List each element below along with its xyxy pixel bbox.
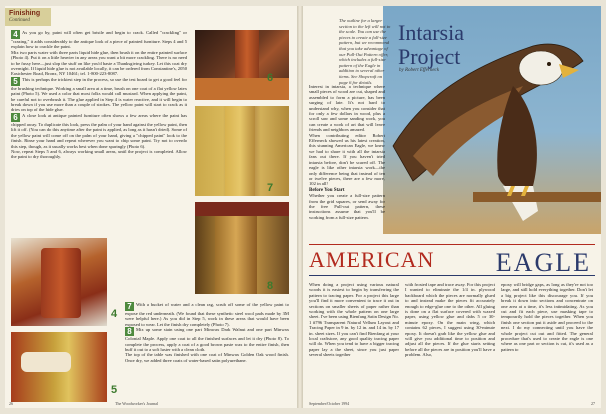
photo-step-5 [11,332,107,402]
photo-label: 7 [267,182,274,194]
page-number-right: 27 [591,401,595,406]
byline: by Robert Efferneck [399,68,439,73]
bottom-column-3: epoxy will bridge gaps, as long as they're not too large, and still hold everything together. Don't let a big project like this discourage you. If you break it down into sections and concentrate on one area at a time, it's less intimidating. As you cut and fit each piece, use masking tape to temporarily hold the pieces together. When you finish one section put it aside and proceed to the next. I do my connecting until you have the whole project cut out and fitted. The general procedure that's used to create the eagle is one where as one part or section is cut, it's used as a pattern to [501,282,593,352]
photo-step-6 [195,30,289,100]
right-text-column-top [309,84,385,220]
paragraph-repeat: Now, repeat Steps 5 and 6, always working small areas, until the project is completed. Allow the paint to dry thoroughly. [11,148,187,160]
title-intarsia: Intarsia [398,20,464,45]
photo-label: 4 [111,308,118,320]
step6-text: A close look at antique painted furniture often shows a few areas where the paint has chipped away. To duplicate this look, press the palm of your hand against the yellow paint, then lift it off. (You can do this anytime after the paint is applied, as long as it hasn't dried). Some of the yellow paint will come off on the palm of your hand, giving a "chipped paint" look to the finish. Rinse your hand and repeat wherever you want to chip some paint. Try not to overdo this step, though, as it usually works best when done sparingly (Photo 6). [11,112,187,149]
magazine-name: The Woodworker's Journal [115,401,158,406]
body-paragraph-1: Interest in intarsia, a technique where small pieces of wood are cut, shaped and assembled to form a picture, has been surging of late. It's not hard to understand why, when you consider that for only a few dollars in wood, plus a scroll saw and some sanding work, you can create a work of art that will leave friends and neighbors amazed. [309,84,385,133]
final-paragraph: The top of the table was finished with one coat of Minwax Golden Oak wood finish. Once dry, we added three coats of water-based satin polyurethane. [125,352,289,363]
left-page [5,6,297,408]
section-tab [5,8,51,26]
headline-american: AMERICAN [309,247,435,272]
before-heading: Before You Start [309,187,345,193]
issue-date: September/October 1994 [309,401,350,406]
section-label: Finishing [9,10,41,17]
page-number-left: 26 [9,401,13,406]
body-paragraph-2: When contributing editor Robert Efferneck showed us his latest creation, this stunning American Eagle, we knew we had to share it with all the intarsia fans out there. If you haven't tried intarsia before, don't be scared off. The eagle is like other intarsia work—the only difference being that instead of ten or twelve pieces, there are a few more, 102 in all! [309,132,385,187]
intro-sidebar: The outline for a larger section to the left will not to the scale. You can use the pieces to create a full-size pattern, but we recommend that you take advantage of our Pull-Out Pattern offer, which includes a full-size pattern of the Eagle in addition to several other items. See Shopcraft on page 6 for details. [339,18,391,85]
subsection-label: Continued [9,18,30,23]
bottom-column-1: When doing a project using various natural woods it is easiest to begin by transferring the pattern to tracing paper. For a project this large you'll find it more convenient to trace it out in sections on smaller sheets of paper rather than working with the whole pattern on one large sheet. I've been using Bienfang Satin Design No. 1 #796 Transparent Natural Vellum Layout and Tracing Paper in 9 in. by 12 in. and 14 in. by 17 in. sheet sizes. If you can't find Bienfang at your local craftstore, any good quality tracing paper will do. When you tend to have a bigger tracing paper lay a the sheet, since you just paper several sheets together [309,282,400,358]
bottom-column-2: with frosted tape and trace away. For this project I wanted to eliminate the 1/4 in. plywood backboard which the pieces are normally glued to and instead make the pieces fit accurately enough to edge-glue one to the other. All gluing is done on a flat surface covered with waxed paper, using yellow glue and dabs 5 or 30-minute epoxy. On the main wing, which contains 62 pieces, I suggest using 30-minute epoxy. It doesn't grab like the yellow glue and will give you additional time to position and adjust all the pieces. If the glue starts setting before all the pieces are in position you'll have a problem. Also, [405,282,495,358]
photo-label: 5 [111,384,118,396]
photo-step-4 [11,238,107,326]
step-badge: 7 [125,302,134,311]
left-text-column-top [11,30,187,160]
step7-text: With a bucket of water and a clean rag, scrub off some of the yellow paint to expose the red underneath. (We found that these synthetic steel wool pads made by 3M were helpful here.) As you did in Step 5, work in these areas that would have been exposed to wear. Let the finish dry completely (Photo 7). [125,302,289,327]
step-badge: 8 [125,327,134,336]
right-page [303,6,601,408]
before-text: Whether you create a full-size pattern from the grid squares, or send away for the free Pull-out pattern, these instructions assume that you'll be working from a full-size pattern. [309,193,385,220]
step-badge: 4 [11,30,20,39]
step8-text: Mix up some stain using one part Minwax Dark Walnut and one part Minwax Colonial Maple. Apply one coat to all the finished surfaces and let it dry (Photo 8). To complete the process, apply a coat of a good brown paste wax to the entire finish, then buff it out to a soft luster with a clean cloth. [125,327,289,353]
photo-label: 6 [267,72,274,84]
photo-step-8 [195,202,289,294]
headline-eagle: EAGLE [495,248,591,277]
paragraph-glue: Mix two parts water with three parts liquid hide glue, then brush it on the entire painted surface (Photo 4). Put it on a little heavier in any areas you want a bit more crackling. There is no need to be fussy here—just slop the stuff on like you'd baste a Thanksgiving turkey. Let this coat dry overnight. If liquid hide glue is not available locally, it can be ordered from Constantine's, 2050 Eastchester Road, Bronx, NY 10461; tel. 1-800-223-8087. [11,49,187,77]
step-badge: 6 [11,113,20,122]
step5-text: This is perhaps the trickiest step in the process, so use the test board to get a good feel for the brushing technique. Working a small area at a time, brush on one coat of a flat yellow latex paint (Photo 5). We used a color that most folks would call mustard. When applying the paint, be careful not to overbrush it. The glue applied in Step 4 is water reactive, and it will begin to break down if you use more than a couple of strokes. The yellow paint will start to crack as it dries on top of the hide glue. [11,76,187,113]
headline [309,244,595,276]
step-badge: 5 [11,77,20,86]
photo-label: 8 [267,280,274,292]
photo-step-7 [195,106,289,196]
left-text-column-bottom [125,302,289,363]
title-project: Project [398,44,461,69]
step4-text: As you go by, paint will often get bristle and begin to crack. Called "crackling" or "crazing," it adds considerably to the antique look of a piece of painted furniture. Steps 4 and 5 explain how to crackle the paint. [11,30,187,50]
